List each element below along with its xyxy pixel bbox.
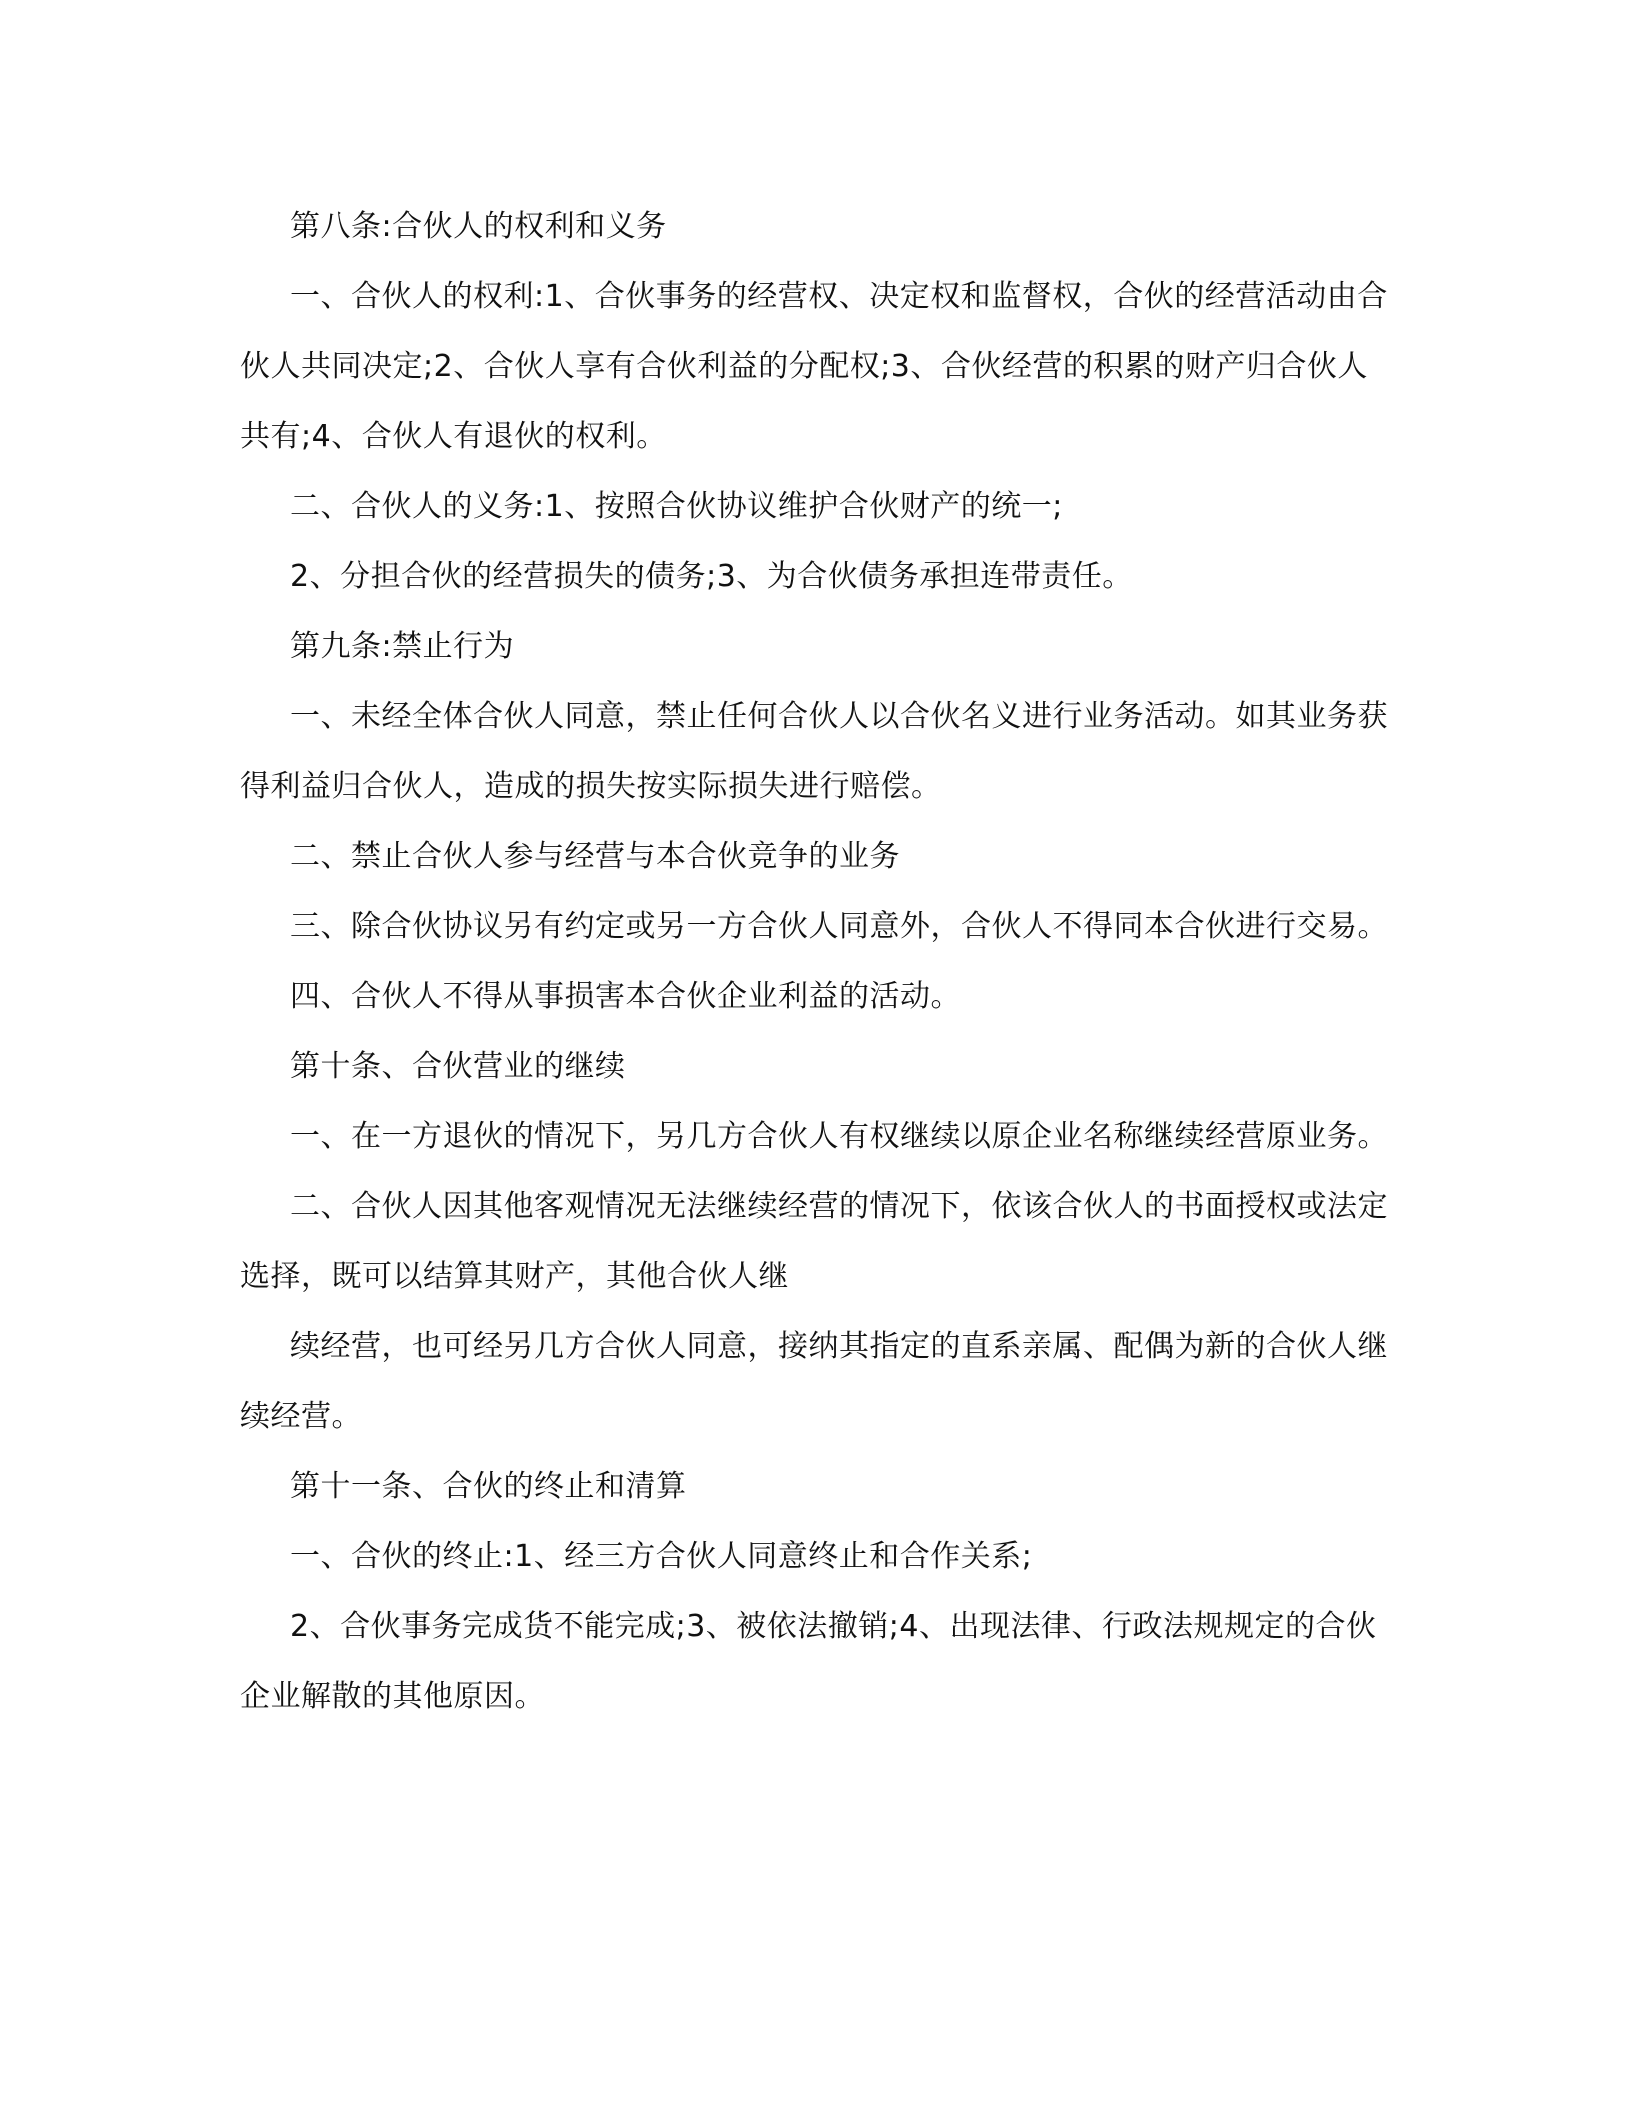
prohibition-3-paragraph: 三、除合伙协议另有约定或另一方合伙人同意外，合伙人不得同本合伙进行交易。: [290, 909, 1388, 944]
prohibition-1-paragraph: 一、未经全体合伙人同意，禁止任何合伙人以合伙名义进行业务活动。如其业务获得利益归合伙人，造成的损失按实际损失进行赔偿。: [240, 699, 1388, 804]
continuation-2-continued: 续经营，也可经另几方合伙人同意，接纳其指定的直系亲属、配偶为新的合伙人继续经营。: [240, 1329, 1388, 1434]
prohibition-4-paragraph: 四、合伙人不得从事损害本合伙企业利益的活动。: [290, 979, 961, 1014]
continuation-1-paragraph: 一、在一方退伙的情况下，另几方合伙人有权继续以原企业名称继续经营原业务。: [290, 1119, 1388, 1154]
termination-continued: 2、合伙事务完成货不能完成;3、被依法撤销;4、出现法律、行政法规规定的合伙企业解散的其他原因。: [240, 1609, 1377, 1714]
article-8-heading: 第八条:合伙人的权利和义务: [290, 209, 667, 244]
article-10-heading: 第十条、合伙营业的继续: [290, 1049, 626, 1084]
document-body: [240, 192, 1390, 1732]
article-9-heading: 第九条:禁止行为: [290, 629, 515, 664]
partner-rights-paragraph: 一、合伙人的权利:1、合伙事务的经营权、决定权和监督权，合伙的经营活动由合伙人共同决定;2、合伙人享有合伙利益的分配权;3、合伙经营的积累的财产归合伙人共有;4、合伙人有退伙的权利。: [240, 279, 1388, 454]
continuation-2-paragraph: 二、合伙人因其他客观情况无法继续经营的情况下，依该合伙人的书面授权或法定选择，既可以结算其财产，其他合伙人继: [240, 1189, 1388, 1294]
partner-obligations-continued: 2、分担合伙的经营损失的债务;3、为合伙债务承担连带责任。: [290, 559, 1133, 594]
prohibition-2-paragraph: 二、禁止合伙人参与经营与本合伙竞争的业务: [290, 839, 900, 874]
termination-paragraph: 一、合伙的终止:1、经三方合伙人同意终止和合作关系;: [290, 1539, 1033, 1574]
partner-obligations-paragraph: 二、合伙人的义务:1、按照合伙协议维护合伙财产的统一;: [290, 489, 1063, 524]
article-11-heading: 第十一条、合伙的终止和清算: [290, 1469, 687, 1504]
